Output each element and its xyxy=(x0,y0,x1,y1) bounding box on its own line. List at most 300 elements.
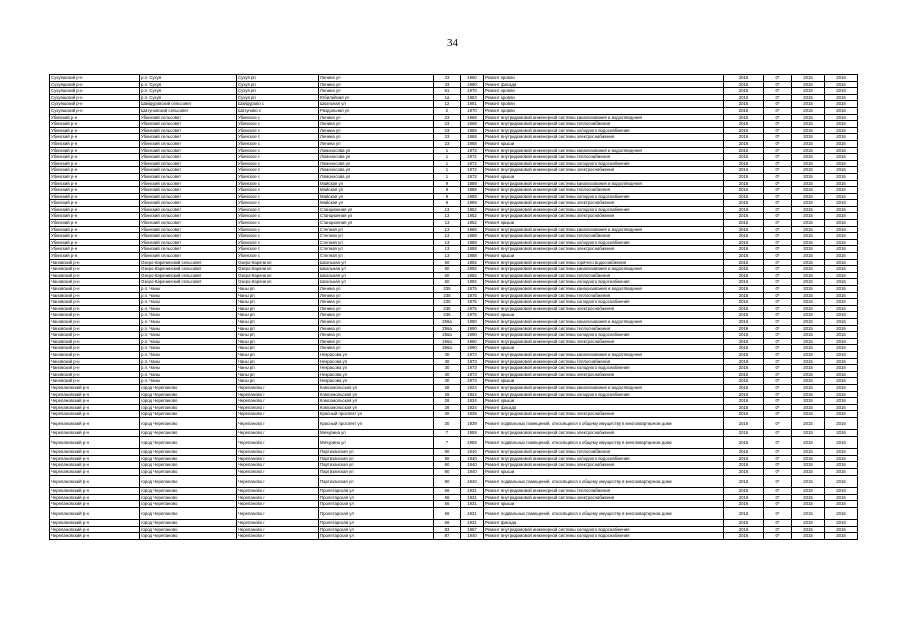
cell-street: Ленина ул xyxy=(319,134,434,141)
cell-start-year: 2015 xyxy=(792,286,825,293)
cell-year-built: 1931 xyxy=(461,488,484,495)
cell-municipality: р.п. Чаны xyxy=(140,299,237,306)
table-row xyxy=(50,279,858,286)
cell-district: Черепановский р-н xyxy=(50,507,140,519)
cell-work-type: Ремонт внутридомовой инженерной системы теплоснабжения xyxy=(484,154,724,161)
cell-plan-year: 2016 xyxy=(724,462,764,469)
cell-plan-year: 2016 xyxy=(724,160,764,167)
cell-house-number: 90 xyxy=(434,469,461,476)
cell-year-built: 1968 xyxy=(461,121,484,128)
table-row xyxy=(50,430,858,437)
cell-cost: 0* xyxy=(764,154,792,161)
cell-plan-year: 2016 xyxy=(724,404,764,411)
cell-start-year: 2015 xyxy=(792,325,825,332)
cell-work-type: Ремонт внутридомовой инженерной системы теплоснабжения xyxy=(484,292,724,299)
cell-start-year: 2015 xyxy=(792,127,825,134)
cell-municipality: р.п. Чаны xyxy=(140,345,237,352)
table-row xyxy=(50,371,858,378)
cell-end-year: 2016 xyxy=(825,404,858,411)
table-row xyxy=(50,193,858,200)
cell-plan-year: 2016 xyxy=(724,411,764,418)
cell-year-built: 1975 xyxy=(461,286,484,293)
cell-plan-year: 2016 xyxy=(724,259,764,266)
table-row xyxy=(50,147,858,154)
cell-year-built: 1992 xyxy=(461,266,484,273)
cell-end-year: 2016 xyxy=(825,253,858,260)
cell-house-number: 43 xyxy=(434,81,461,88)
cell-cost: 0* xyxy=(764,193,792,200)
cell-district: Чановский р-н xyxy=(50,292,140,299)
table-row xyxy=(50,226,858,233)
cell-year-built: 1953 xyxy=(461,94,484,101)
cell-year-built: 1973 xyxy=(461,371,484,378)
cell-start-year: 2015 xyxy=(792,134,825,141)
table-row xyxy=(50,417,858,429)
cell-work-type: Ремонт внутридомовой инженерной системы холодного водоснабжения xyxy=(484,206,724,213)
cell-street: Степная ул xyxy=(319,246,434,253)
cell-plan-year: 2016 xyxy=(724,338,764,345)
cell-street: Степная ул xyxy=(319,233,434,240)
cell-plan-year: 2016 xyxy=(724,332,764,339)
cell-cost: 0* xyxy=(764,213,792,220)
cell-plan-year: 2016 xyxy=(724,312,764,319)
cell-work-type: Ремонт внутридомовой инженерной системы теплоснабжения xyxy=(484,449,724,456)
cell-end-year: 2016 xyxy=(825,220,858,227)
cell-start-year: 2015 xyxy=(792,173,825,180)
cell-street: Ломоносова ул xyxy=(319,160,434,167)
cell-start-year: 2015 xyxy=(792,411,825,418)
cell-house-number: 90 xyxy=(434,449,461,456)
cell-plan-year: 2016 xyxy=(724,75,764,82)
cell-start-year: 2015 xyxy=(792,272,825,279)
cell-end-year: 2016 xyxy=(825,259,858,266)
cell-year-built: 1968 xyxy=(461,114,484,121)
cell-work-type: Ремонт крыши xyxy=(484,501,724,508)
table-row xyxy=(50,233,858,240)
table-row xyxy=(50,501,858,508)
cell-house-number: 30 xyxy=(434,358,461,365)
cell-municipality: город Черепаново xyxy=(140,520,237,527)
cell-end-year: 2016 xyxy=(825,147,858,154)
cell-house-number: 256а xyxy=(434,345,461,352)
cell-plan-year: 2016 xyxy=(724,533,764,540)
cell-cost: 0* xyxy=(764,167,792,174)
cell-municipality: Шатуновский сельсовет xyxy=(140,107,237,114)
cell-cost: 0* xyxy=(764,266,792,273)
table-row xyxy=(50,272,858,279)
cell-plan-year: 2016 xyxy=(724,430,764,437)
cell-house-number: 256а xyxy=(434,325,461,332)
table-row xyxy=(50,173,858,180)
cell-settlement: Убинское с xyxy=(237,147,319,154)
cell-house-number: 13 xyxy=(434,226,461,233)
cell-street: Майская ул xyxy=(319,200,434,207)
cell-start-year: 2015 xyxy=(792,266,825,273)
cell-year-built: 1972 xyxy=(461,154,484,161)
cell-plan-year: 2016 xyxy=(724,200,764,207)
cell-cost: 0* xyxy=(764,233,792,240)
cell-street: Ленина ул xyxy=(319,127,434,134)
cell-cost: 0* xyxy=(764,75,792,82)
cell-municipality: р.п. Чаны xyxy=(140,378,237,385)
cell-end-year: 2016 xyxy=(825,239,858,246)
cell-work-type: Ремонт крыши xyxy=(484,469,724,476)
cell-start-year: 2015 xyxy=(792,305,825,312)
cell-end-year: 2016 xyxy=(825,371,858,378)
cell-end-year: 2016 xyxy=(825,187,858,194)
cell-settlement: Чаны рп xyxy=(237,345,319,352)
cell-work-type: Ремонт внутридомовой инженерной системы электроснабжения xyxy=(484,200,724,207)
cell-plan-year: 2016 xyxy=(724,449,764,456)
cell-year-built: 1924 xyxy=(461,391,484,398)
cell-municipality: р.п. Сухуя xyxy=(140,94,237,101)
cell-district: Чановский р-н xyxy=(50,358,140,365)
cell-cost: 0* xyxy=(764,292,792,299)
cell-work-type: Ремонт внутридомовой инженерной системы теплоснабжения xyxy=(484,233,724,240)
cell-house-number: 30 xyxy=(434,417,461,429)
cell-year-built: 1924 xyxy=(461,404,484,411)
cell-district: Сухуяшский р-н xyxy=(50,81,140,88)
cell-year-built: 1931 xyxy=(461,520,484,527)
cell-house-number: 66 xyxy=(434,501,461,508)
cell-year-built: 1988 xyxy=(461,226,484,233)
cell-municipality: город Черепаново xyxy=(140,475,237,487)
cell-settlement: Озеро-Карачи кп xyxy=(237,279,319,286)
cell-street: Станционная ул xyxy=(319,220,434,227)
cell-district: Черепановский р-н xyxy=(50,436,140,448)
cell-start-year: 2015 xyxy=(792,292,825,299)
cell-municipality: город Черепаново xyxy=(140,398,237,405)
cell-settlement: Озеро-Карачи кп xyxy=(237,259,319,266)
cell-district: Убинский р-н xyxy=(50,187,140,194)
cell-settlement: Черепаново г xyxy=(237,488,319,495)
cell-end-year: 2016 xyxy=(825,469,858,476)
cell-start-year: 2015 xyxy=(792,469,825,476)
cell-house-number: 13 xyxy=(434,206,461,213)
cell-end-year: 2016 xyxy=(825,193,858,200)
cell-house-number: 23 xyxy=(434,114,461,121)
cell-settlement: Черепаново г xyxy=(237,533,319,540)
cell-street: Пролетарская ул xyxy=(319,501,434,508)
cell-street: Ленина ул xyxy=(319,325,434,332)
cell-street: Ленина ул xyxy=(319,140,434,147)
cell-street: Школьная ул xyxy=(319,101,434,108)
cell-municipality: р.п. Чаны xyxy=(140,371,237,378)
cell-municipality: Убинский сельсовет xyxy=(140,134,237,141)
cell-plan-year: 2016 xyxy=(724,88,764,95)
cell-settlement: Убинское с xyxy=(237,213,319,220)
cell-plan-year: 2016 xyxy=(724,325,764,332)
cell-work-type: Ремонт внутридомовой инженерной системы канализования и водоотведения xyxy=(484,351,724,358)
cell-street: Красный проспект ул xyxy=(319,411,434,418)
cell-settlement: Убинское с xyxy=(237,220,319,227)
cell-end-year: 2016 xyxy=(825,154,858,161)
cell-start-year: 2015 xyxy=(792,371,825,378)
cell-year-built: 1968 xyxy=(461,140,484,147)
cell-work-type: Ремонт подвальных помещений, относящихся к общему имуществу в многоквартирном доме xyxy=(484,417,724,429)
cell-district: Убинский р-н xyxy=(50,206,140,213)
cell-start-year: 2015 xyxy=(792,378,825,385)
cell-street: Ленина ул xyxy=(319,312,434,319)
cell-settlement: Чаны рп xyxy=(237,286,319,293)
cell-plan-year: 2016 xyxy=(724,220,764,227)
cell-start-year: 2015 xyxy=(792,391,825,398)
cell-municipality: Убинский сельсовет xyxy=(140,114,237,121)
cell-work-type: Ремонт внутридомовой инженерной системы электроснабжения xyxy=(484,213,724,220)
cell-house-number: 90 xyxy=(434,462,461,469)
cell-plan-year: 2016 xyxy=(724,167,764,174)
cell-district: Черепановский р-н xyxy=(50,533,140,540)
cell-house-number: 28 xyxy=(434,404,461,411)
cell-cost: 0* xyxy=(764,101,792,108)
cell-house-number: 30 xyxy=(434,365,461,372)
cell-work-type: Ремонт внутридомовой инженерной системы холодного водоснабжения xyxy=(484,160,724,167)
cell-work-type: Ремонт крыши xyxy=(484,220,724,227)
cell-district: Черепановский р-н xyxy=(50,526,140,533)
cell-settlement: Черепаново г xyxy=(237,411,319,418)
table-row xyxy=(50,384,858,391)
cell-settlement: Черепаново г xyxy=(237,391,319,398)
cell-street: Партизанская ул xyxy=(319,469,434,476)
cell-house-number: 256а xyxy=(434,338,461,345)
table-row xyxy=(50,475,858,487)
cell-district: Черепановский р-н xyxy=(50,501,140,508)
cell-district: Чановский р-н xyxy=(50,318,140,325)
cell-district: Сухуяшский р-н xyxy=(50,75,140,82)
cell-cost: 0* xyxy=(764,220,792,227)
cell-district: Чановский р-н xyxy=(50,345,140,352)
cell-district: Черепановский р-н xyxy=(50,384,140,391)
cell-cost: 0* xyxy=(764,81,792,88)
cell-year-built: 1973 xyxy=(461,365,484,372)
cell-house-number: 60 xyxy=(434,266,461,273)
cell-end-year: 2016 xyxy=(825,411,858,418)
cell-work-type: Ремонт внутридомовой инженерной системы электроснабжения xyxy=(484,246,724,253)
cell-year-built: 1989 xyxy=(461,193,484,200)
cell-district: Убинский р-н xyxy=(50,160,140,167)
cell-plan-year: 2016 xyxy=(724,469,764,476)
cell-end-year: 2016 xyxy=(825,417,858,429)
cell-plan-year: 2016 xyxy=(724,345,764,352)
cell-house-number: 1 xyxy=(434,147,461,154)
cell-work-type: Ремонт кровли xyxy=(484,94,724,101)
table-row xyxy=(50,94,858,101)
cell-start-year: 2015 xyxy=(792,365,825,372)
cell-plan-year: 2016 xyxy=(724,417,764,429)
cell-start-year: 2015 xyxy=(792,213,825,220)
cell-work-type: Ремонт внутридомовой инженерной системы теплоснабжения xyxy=(484,325,724,332)
cell-district: Черепановский р-н xyxy=(50,488,140,495)
table-row xyxy=(50,338,858,345)
cell-district: Черепановский р-н xyxy=(50,475,140,487)
cell-street: Некрасова ул xyxy=(319,358,434,365)
cell-house-number: 30 xyxy=(434,371,461,378)
cell-house-number: 60 xyxy=(434,259,461,266)
cell-start-year: 2015 xyxy=(792,81,825,88)
cell-start-year: 2015 xyxy=(792,88,825,95)
cell-cost: 0* xyxy=(764,417,792,429)
cell-street: Мичурина ул xyxy=(319,436,434,448)
cell-plan-year: 2016 xyxy=(724,107,764,114)
cell-year-built: 1992 xyxy=(461,279,484,286)
cell-settlement: Черепаново г xyxy=(237,462,319,469)
table-row xyxy=(50,220,858,227)
repair-schedule-table xyxy=(49,74,858,540)
table-row xyxy=(50,345,858,352)
cell-plan-year: 2016 xyxy=(724,239,764,246)
cell-district: Чановский р-н xyxy=(50,365,140,372)
cell-end-year: 2016 xyxy=(825,449,858,456)
cell-cost: 0* xyxy=(764,455,792,462)
cell-work-type: Ремонт внутридомовой инженерной системы канализования и водоотведения xyxy=(484,286,724,293)
cell-start-year: 2015 xyxy=(792,206,825,213)
cell-start-year: 2015 xyxy=(792,494,825,501)
cell-house-number: 66 xyxy=(434,494,461,501)
cell-municipality: Убинский сельсовет xyxy=(140,226,237,233)
cell-street: Раздольная ул xyxy=(319,107,434,114)
cell-municipality: город Черепаново xyxy=(140,404,237,411)
cell-street: Школьная ул xyxy=(319,259,434,266)
cell-end-year: 2016 xyxy=(825,140,858,147)
cell-settlement: Черепаново г xyxy=(237,469,319,476)
cell-cost: 0* xyxy=(764,469,792,476)
table-row xyxy=(50,107,858,114)
cell-cost: 0* xyxy=(764,187,792,194)
cell-start-year: 2015 xyxy=(792,75,825,82)
cell-municipality: город Черепаново xyxy=(140,384,237,391)
cell-municipality: город Черепаново xyxy=(140,507,237,519)
cell-year-built: 1990 xyxy=(461,338,484,345)
cell-cost: 0* xyxy=(764,462,792,469)
cell-settlement: Чаны рп xyxy=(237,292,319,299)
cell-end-year: 2016 xyxy=(825,318,858,325)
cell-end-year: 2016 xyxy=(825,526,858,533)
cell-cost: 0* xyxy=(764,160,792,167)
cell-cost: 0* xyxy=(764,520,792,527)
cell-settlement: Черепаново г xyxy=(237,494,319,501)
table-row xyxy=(50,292,858,299)
cell-street: Мичурина ул xyxy=(319,430,434,437)
cell-municipality: город Черепаново xyxy=(140,533,237,540)
cell-house-number: 256а xyxy=(434,332,461,339)
cell-district: Черепановский р-н xyxy=(50,417,140,429)
cell-house-number: 66 xyxy=(434,520,461,527)
cell-cost: 0* xyxy=(764,246,792,253)
cell-cost: 0* xyxy=(764,391,792,398)
cell-end-year: 2016 xyxy=(825,436,858,448)
cell-house-number: 9 xyxy=(434,180,461,187)
cell-house-number: 30 xyxy=(434,378,461,385)
cell-district: Черепановский р-н xyxy=(50,391,140,398)
cell-start-year: 2015 xyxy=(792,101,825,108)
cell-end-year: 2016 xyxy=(825,305,858,312)
cell-district: Убинский р-н xyxy=(50,154,140,161)
cell-house-number: 60 xyxy=(434,272,461,279)
cell-house-number: 43 xyxy=(434,75,461,82)
cell-start-year: 2015 xyxy=(792,507,825,519)
cell-district: Чановский р-н xyxy=(50,299,140,306)
cell-house-number: 23 xyxy=(434,121,461,128)
cell-settlement: Черепаново г xyxy=(237,526,319,533)
cell-plan-year: 2016 xyxy=(724,305,764,312)
cell-district: Сухуяшский р-н xyxy=(50,94,140,101)
cell-street: Степная ул xyxy=(319,226,434,233)
cell-cost: 0* xyxy=(764,279,792,286)
cell-work-type: Ремонт фасада xyxy=(484,81,724,88)
cell-work-type: Ремонт внутридомовой инженерной системы холодного водоснабжения xyxy=(484,455,724,462)
cell-start-year: 2015 xyxy=(792,384,825,391)
cell-plan-year: 2016 xyxy=(724,475,764,487)
cell-cost: 0* xyxy=(764,127,792,134)
cell-end-year: 2016 xyxy=(825,121,858,128)
cell-cost: 0* xyxy=(764,533,792,540)
cell-work-type: Ремонт крыши xyxy=(484,173,724,180)
cell-plan-year: 2016 xyxy=(724,279,764,286)
table-row xyxy=(50,318,858,325)
cell-start-year: 2015 xyxy=(792,358,825,365)
cell-settlement: Убинское с xyxy=(237,226,319,233)
cell-settlement: Черепаново г xyxy=(237,455,319,462)
cell-municipality: Убинский сельсовет xyxy=(140,253,237,260)
cell-house-number: 7 xyxy=(434,430,461,437)
cell-end-year: 2016 xyxy=(825,134,858,141)
cell-district: Убинский р-н xyxy=(50,253,140,260)
cell-cost: 0* xyxy=(764,449,792,456)
cell-house-number: 23 xyxy=(434,134,461,141)
cell-street: Майская ул xyxy=(319,187,434,194)
table-row xyxy=(50,507,858,519)
cell-district: Черепановский р-н xyxy=(50,462,140,469)
cell-start-year: 2015 xyxy=(792,187,825,194)
cell-cost: 0* xyxy=(764,494,792,501)
cell-street: Майская ул xyxy=(319,193,434,200)
cell-plan-year: 2016 xyxy=(724,206,764,213)
cell-district: Убинский р-н xyxy=(50,200,140,207)
cell-street: Партизанская ул xyxy=(319,462,434,469)
table-row xyxy=(50,114,858,121)
table-row xyxy=(50,455,858,462)
cell-end-year: 2016 xyxy=(825,88,858,95)
cell-district: Чановский р-н xyxy=(50,312,140,319)
cell-house-number: 66 xyxy=(434,488,461,495)
cell-cost: 0* xyxy=(764,114,792,121)
cell-year-built: 1975 xyxy=(461,292,484,299)
cell-street: Ленина ул xyxy=(319,318,434,325)
cell-work-type: Ремонт кровли xyxy=(484,101,724,108)
cell-street: Школьная ул xyxy=(319,279,434,286)
cell-work-type: Ремонт кровли xyxy=(484,107,724,114)
table-row xyxy=(50,239,858,246)
cell-municipality: Убинский сельсовет xyxy=(140,147,237,154)
cell-year-built: 1968 xyxy=(461,127,484,134)
cell-plan-year: 2016 xyxy=(724,173,764,180)
cell-year-built: 1959 xyxy=(461,430,484,437)
cell-municipality: Убинский сельсовет xyxy=(140,187,237,194)
cell-end-year: 2016 xyxy=(825,365,858,372)
cell-start-year: 2015 xyxy=(792,94,825,101)
table-row xyxy=(50,378,858,385)
table-row xyxy=(50,187,858,194)
cell-district: Убинский р-н xyxy=(50,226,140,233)
cell-district: Черепановский р-н xyxy=(50,411,140,418)
cell-settlement: Чаны рп xyxy=(237,358,319,365)
cell-settlement: Черепаново г xyxy=(237,475,319,487)
cell-plan-year: 2016 xyxy=(724,358,764,365)
table-row xyxy=(50,121,858,128)
cell-end-year: 2016 xyxy=(825,127,858,134)
cell-work-type: Ремонт внутридомовой инженерной системы канализования и водоотведения xyxy=(484,180,724,187)
cell-plan-year: 2016 xyxy=(724,253,764,260)
